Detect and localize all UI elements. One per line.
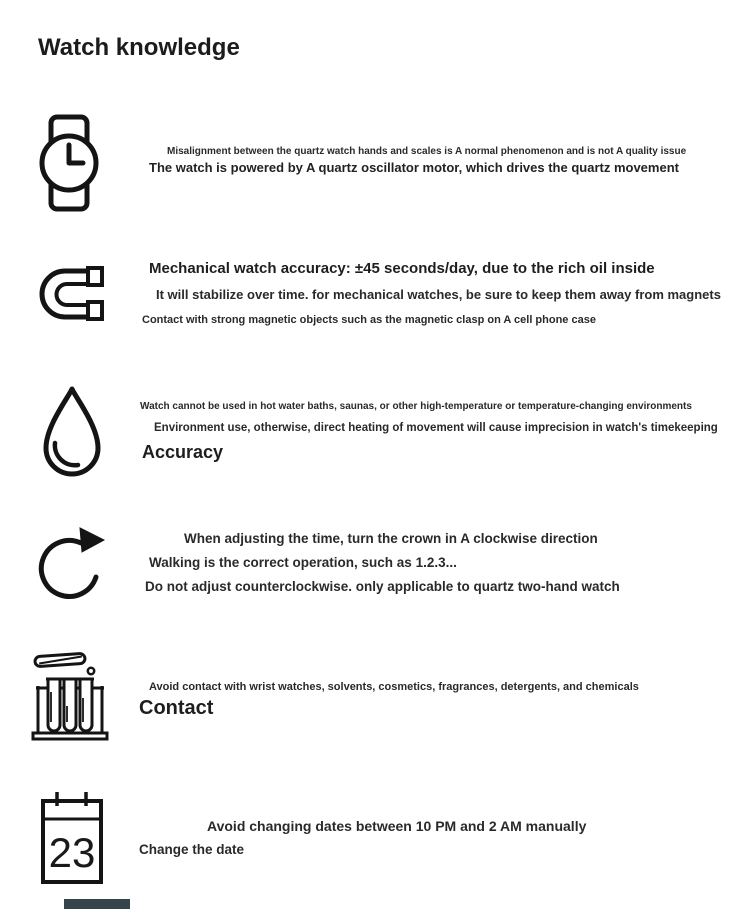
hot-water-warning-note: Watch cannot be used in hot water baths, saunas, or other high-temperature or temperature-changing environments bbox=[140, 401, 692, 412]
mechanical-accuracy-text: Mechanical watch accuracy: ±45 seconds/day, due to the rich oil inside bbox=[149, 260, 655, 277]
crown-clockwise-text: When adjusting the time, turn the crown in A clockwise direction bbox=[184, 531, 598, 546]
walking-operation-text: Walking is the correct operation, such as 1.2.3... bbox=[149, 555, 457, 570]
accuracy-heading: Accuracy bbox=[142, 442, 224, 462]
counterclockwise-warning-text: Do not adjust counterclockwise. only applicable to quartz two-hand watch bbox=[145, 579, 620, 594]
magnet-icon bbox=[38, 265, 108, 323]
magnet-warning-text: It will stabilize over time. for mechanical watches, be sure to keep them away from magnets bbox=[156, 287, 721, 302]
quartz-movement-text: The watch is powered by A quartz oscillator motor, which drives the quartz movement bbox=[149, 160, 679, 175]
calendar-icon bbox=[40, 791, 104, 885]
page-title: Watch knowledge bbox=[38, 34, 240, 61]
contact-heading: Contact bbox=[139, 697, 214, 719]
wristwatch-icon bbox=[38, 114, 100, 212]
calendar-day-number: 23 bbox=[48, 829, 96, 876]
magnetic-objects-note: Contact with strong magnetic objects such as the magnetic clasp on A cell phone case bbox=[142, 314, 596, 326]
next-section-edge bbox=[64, 899, 130, 909]
clockwise-arrow-icon bbox=[36, 524, 108, 608]
test-tubes-icon bbox=[30, 648, 110, 742]
date-change-warning-text: Avoid changing dates between 10 PM and 2 AM manually bbox=[207, 818, 587, 834]
change-date-heading: Change the date bbox=[139, 842, 245, 857]
environment-use-text: Environment use, otherwise, direct heating of movement will cause imprecision in watch's timekeeping bbox=[154, 422, 718, 434]
chemicals-warning-text: Avoid contact with wrist watches, solvents, cosmetics, fragrances, detergents, and chemicals bbox=[149, 681, 639, 693]
quartz-misalignment-note: Misalignment between the quartz watch hands and scales is A normal phenomenon and is not A quality issue bbox=[167, 146, 687, 157]
water-drop-icon bbox=[38, 384, 106, 484]
